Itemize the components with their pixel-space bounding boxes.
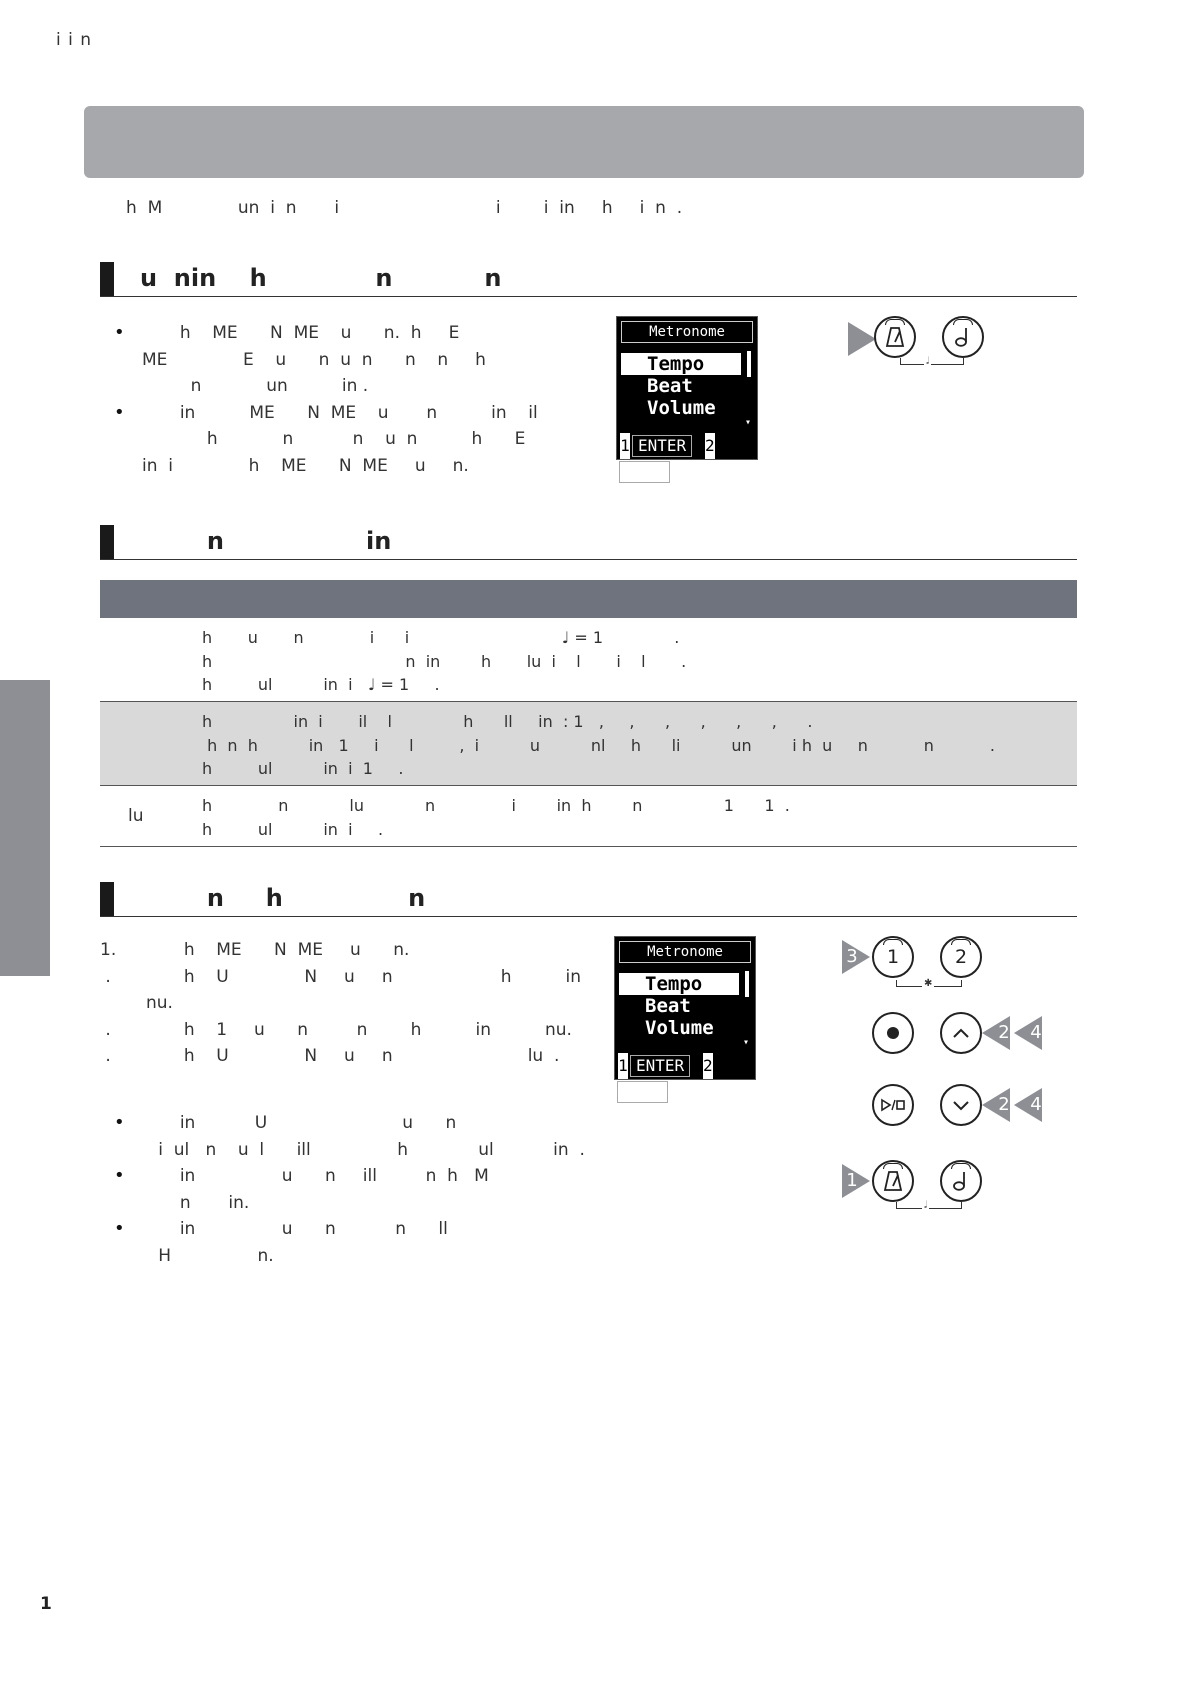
heading-bar xyxy=(100,882,114,916)
desc-line: h in i il l h ll in : 1 , , , , , , . xyxy=(202,712,813,731)
lcd-key-1: 1 xyxy=(620,433,630,459)
record-icon xyxy=(886,1026,900,1040)
lcd-item-volume: Volume xyxy=(647,397,716,419)
lcd-display-2 xyxy=(614,936,756,1101)
metronome-icon xyxy=(885,326,905,348)
lcd-enter-label: ENTER xyxy=(630,1055,690,1077)
section-title-1: u nin h n n xyxy=(140,264,502,292)
lcd-item-tempo: Tempo xyxy=(647,353,705,375)
scroll-down-icon: ▾ xyxy=(744,417,751,428)
metronome-button[interactable] xyxy=(874,316,916,358)
lcd-display xyxy=(616,316,758,481)
scroll-indicator xyxy=(745,971,749,997)
half-note-icon xyxy=(952,1170,970,1192)
side-tab xyxy=(0,680,50,976)
step-text: h U N u n h in xyxy=(146,966,582,987)
lcd-title: Metronome xyxy=(619,941,751,963)
row-description xyxy=(202,794,790,841)
record-button[interactable] xyxy=(872,1012,914,1054)
step-number-label: 1 xyxy=(846,1170,858,1191)
bluetooth-icon: ✱ xyxy=(924,978,933,989)
bullet-continuation: n un in . xyxy=(142,376,369,396)
desc-line: h ul in i . xyxy=(202,819,384,839)
step-number-label: 2 xyxy=(998,1022,1010,1043)
lcd-exit-label: EXIT xyxy=(617,1081,668,1103)
step-number-label: 2 xyxy=(998,1094,1010,1115)
step-number-label: 3 xyxy=(846,946,858,967)
title-banner xyxy=(84,106,1084,178)
play-stop-button[interactable] xyxy=(872,1084,914,1126)
row-name: lu xyxy=(128,806,144,826)
section-heading-3 xyxy=(100,882,1077,917)
note-item: • in U u n xyxy=(100,1110,620,1137)
bullet-continuation: in i h ME N ME u n. xyxy=(142,455,469,476)
lcd-key-1: 1 xyxy=(618,1053,628,1079)
lcd-title: Metronome xyxy=(621,321,753,343)
step-number: . xyxy=(100,1019,111,1040)
button-cap xyxy=(953,319,973,325)
heading-bar xyxy=(100,525,114,559)
step-item xyxy=(100,1017,620,1044)
lcd-key-2: 2 xyxy=(705,433,715,459)
chevron-up-icon xyxy=(952,1027,970,1039)
chevron-down-icon xyxy=(952,1099,970,1111)
table-row xyxy=(100,786,1077,847)
lcd-footer xyxy=(615,1053,755,1101)
lcd-item-tempo: Tempo xyxy=(645,973,703,995)
down-button[interactable] xyxy=(940,1084,982,1126)
bullet-continuation: h n n u n h E xyxy=(142,429,526,449)
section3-notes xyxy=(100,1110,620,1269)
section3-steps xyxy=(100,937,620,1070)
desc-line: h n lu n i in h n 1 1 . xyxy=(202,796,790,815)
button-1[interactable] xyxy=(872,936,914,978)
step-arrow xyxy=(848,322,876,356)
section-heading-1 xyxy=(100,262,1077,297)
lcd-footer xyxy=(617,433,757,481)
section-title-2: n in xyxy=(140,527,392,555)
scroll-down-icon: ▾ xyxy=(742,1037,749,1048)
running-header: i i n xyxy=(56,30,93,50)
section1-bullets xyxy=(100,320,620,479)
step-number: . xyxy=(100,1046,111,1066)
note-item: • in u n n ll xyxy=(100,1216,620,1243)
button-2[interactable] xyxy=(940,936,982,978)
button-cap xyxy=(951,1163,971,1169)
row-description xyxy=(202,626,686,697)
step-item xyxy=(100,964,620,991)
note-continuation: H n. xyxy=(142,1245,274,1266)
note-combo-icon: 𝅗𝅥 xyxy=(924,1200,928,1211)
note-combo-icon: 𝅗𝅥 xyxy=(926,356,930,367)
up-button[interactable] xyxy=(940,1012,982,1054)
button-cap xyxy=(883,1163,903,1169)
bullet-item: • in ME N ME u n in il xyxy=(100,400,620,427)
table-row xyxy=(100,702,1077,786)
button-2-label: 2 xyxy=(954,946,968,968)
step-number-label: 4 xyxy=(1030,1022,1042,1043)
step-item xyxy=(100,990,620,1017)
metronome-icon xyxy=(883,1170,903,1192)
lcd-item-volume: Volume xyxy=(645,1017,714,1039)
desc-line: h u n i i ♩ = 1 . xyxy=(202,628,680,647)
step-item xyxy=(100,1043,620,1070)
button-cap xyxy=(951,939,971,945)
combo-bracket xyxy=(900,358,964,365)
button-cap xyxy=(883,939,903,945)
lcd-key-2: 2 xyxy=(703,1053,713,1079)
step-item xyxy=(100,937,620,964)
half-note-button-2[interactable] xyxy=(940,1160,982,1202)
step-number: 1. xyxy=(100,940,117,960)
heading-bar xyxy=(100,262,114,296)
bullet-continuation: ME E u n u n n n h xyxy=(142,349,486,370)
scroll-indicator xyxy=(747,351,751,377)
lcd-item-beat: Beat xyxy=(647,375,693,397)
section-title-3: n h n xyxy=(140,884,426,912)
step-number-label: 4 xyxy=(1030,1094,1042,1115)
bullet-item: • h ME N ME u n. h E xyxy=(100,320,620,347)
desc-line: h ul in i ♩ = 1 . xyxy=(202,675,440,694)
lcd-exit-label: EXIT xyxy=(619,461,670,483)
intro-text: h M un i n i i i in h i n . xyxy=(126,198,683,218)
row-description xyxy=(202,710,995,781)
step-text: nu. xyxy=(146,993,173,1013)
note-item: • in u n ill n h M xyxy=(100,1163,620,1190)
note-continuation: n in. xyxy=(142,1192,250,1213)
step-text: h ME N ME u n. xyxy=(146,940,410,960)
section-heading-2 xyxy=(100,525,1077,560)
half-note-button[interactable] xyxy=(942,316,984,358)
metronome-button-2[interactable] xyxy=(872,1160,914,1202)
note-continuation: i ul n u l ill h ul in . xyxy=(142,1139,585,1160)
page-number: 1 xyxy=(40,1594,52,1614)
desc-line: h ul in i 1 . xyxy=(202,759,404,778)
step-text: h 1 u n n h in nu. xyxy=(146,1019,572,1040)
desc-line: h n in h lu i l i l . xyxy=(202,651,687,671)
lcd-item-beat: Beat xyxy=(645,995,691,1017)
half-note-icon xyxy=(954,326,972,348)
step-text: h U N u n lu . xyxy=(146,1046,560,1066)
play-stop-icon xyxy=(880,1098,906,1112)
table-header xyxy=(100,580,1077,618)
settings-table xyxy=(100,580,1077,847)
lcd-enter-label: ENTER xyxy=(632,435,692,457)
desc-line: h n h in 1 i l , i u nl h li un i h u n n . xyxy=(202,735,995,755)
button-1-label: 1 xyxy=(886,946,900,968)
button-cap xyxy=(885,319,905,325)
table-row xyxy=(100,618,1077,702)
step-number: . xyxy=(100,966,111,987)
